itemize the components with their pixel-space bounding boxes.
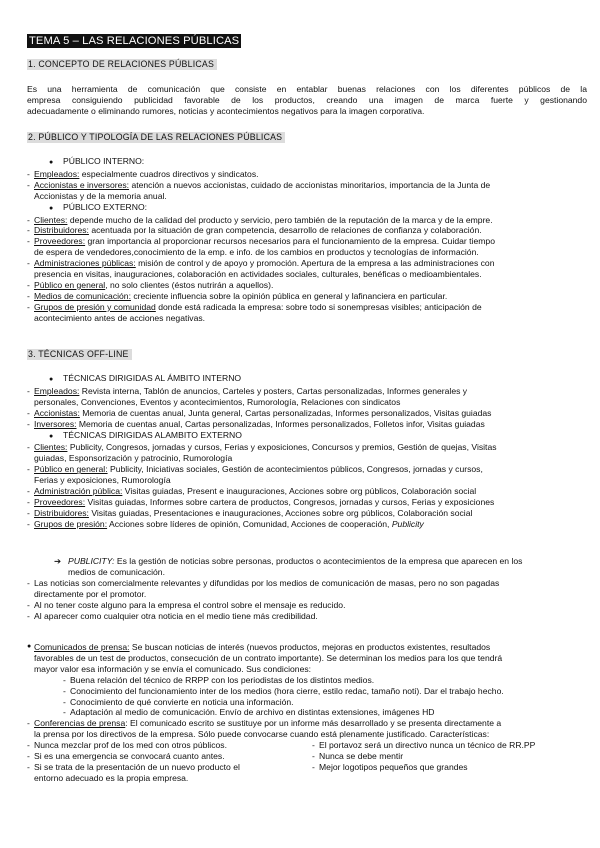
list-item <box>27 508 587 519</box>
bullet-icon: ● <box>49 376 54 383</box>
conferencias-item <box>27 718 587 740</box>
list-item <box>27 386 587 408</box>
section-3-list <box>27 373 587 530</box>
bullet-item <box>27 430 587 443</box>
term: Proveedores: <box>34 236 86 247</box>
list-item <box>27 258 587 280</box>
dash-icon: - <box>27 236 30 247</box>
definition: Es la gestión de noticias sobre personas, productos o acontecimientos de la empresa que aparecen en los <box>114 556 523 566</box>
subheading: PÚBLICO INTERNO: <box>63 156 145 166</box>
dash-icon: - <box>27 168 30 179</box>
definition: Se buscan noticias de interés (nuevos productos, mejoras en productos existentes, resultados <box>129 642 491 652</box>
publicity-block <box>27 556 587 621</box>
characteristic-text: Mejor logotipos pequeños que grandes <box>319 761 468 772</box>
term: Proveedores: <box>34 496 86 507</box>
list-item <box>27 486 587 497</box>
list-item <box>27 236 587 258</box>
dash-icon: - <box>27 258 30 269</box>
document-title: TEMA 5 – LAS RELACIONES PÚBLICAS <box>29 35 240 47</box>
comunicados-item <box>27 642 587 675</box>
definition: especialmente cuadros directivos y sindicatos. <box>79 168 259 179</box>
characteristic-item <box>27 751 302 762</box>
term: PUBLICITY: <box>68 556 115 566</box>
list-item <box>27 280 587 291</box>
section-3-heading: 3. TÉCNICAS OFF-LINE <box>27 349 132 360</box>
dash-icon: - <box>63 685 66 696</box>
list-item <box>27 291 587 302</box>
subheading: TÉCNICAS DIRIGIDAS AL ÁMBITO INTERNO <box>63 373 242 383</box>
definition: Visitas guiadas, Presentaciones e inauguraciones, Acciones sobre org públicos, Colaboración social <box>88 507 473 518</box>
dash-icon: - <box>312 740 315 751</box>
definition: acentuada por la situación de gran competencia, desarrollo de relaciones de confianza y colaboración. <box>88 225 482 236</box>
dash-icon: - <box>27 610 30 621</box>
definition: directamente por el promotor. <box>34 588 147 599</box>
definition: Al aparecer como cualquier otra noticia en el medio tiene más credibilidad. <box>34 610 318 621</box>
characteristics-right <box>302 740 587 784</box>
dash-icon: - <box>63 707 66 718</box>
publicity-item <box>27 556 587 578</box>
dash-icon: - <box>27 279 30 290</box>
term: Clientes: <box>34 214 68 225</box>
list-item <box>27 519 587 530</box>
characteristic-item <box>312 762 587 773</box>
term: Grupos de presión y comunidad <box>34 301 156 312</box>
definition: mayor valor esa información y se envía el comunicado. Sus condiciones: <box>34 663 312 674</box>
dash-icon: - <box>27 718 30 729</box>
definition: Publicity, Congresos, jornadas y cursos, Ferias y exposiciones, Concursos y premios, Gestión de quejas, Visitas <box>67 442 497 453</box>
definition: misión de control y de apoyo y promoción. Apertura de la empresa a las administraciones con <box>135 258 495 269</box>
list-item <box>27 215 587 226</box>
dash-icon: - <box>27 464 30 475</box>
term: Inversores: <box>34 418 77 429</box>
definition-italic: Publicity <box>391 518 424 529</box>
term: Público en general: <box>34 464 108 475</box>
definition: medios de comunicación. <box>68 566 165 577</box>
condition-item <box>27 697 587 708</box>
characteristics-columns <box>27 740 587 784</box>
list-item <box>27 180 587 202</box>
comunicados-block <box>27 642 587 784</box>
paragraph-line: adecuadamente o eliminando rumores, noticias y acontecimientos negativos para la imagen corporativa. <box>27 105 425 116</box>
definition: atención a nuevos accionistas, cuidado de accionistas minoritarios, importancia de la Junta de <box>129 179 491 190</box>
term: Accionistas: <box>34 407 80 418</box>
list-item <box>27 600 587 611</box>
characteristic-text: El portavoz será un directivo nunca un técnico de RR.PP <box>319 740 536 751</box>
definition: la prensa por los directivos de la empresa. Sólo puede convocarse cuando está plenamente justificado. Características: <box>34 729 490 740</box>
arrow-right-icon: ➔ <box>54 556 62 566</box>
condition-text: Conocimiento del funcionamiento inter de los medios (hora cierre, estilo redac, tamaño noti). Dar el trabajo hecho. <box>70 685 504 696</box>
dash-icon: - <box>27 407 30 418</box>
dash-icon: - <box>27 577 30 588</box>
list-item <box>27 419 587 430</box>
dash-icon: - <box>27 290 30 301</box>
characteristic-text: entorno adecuado es la propia empresa. <box>34 772 189 783</box>
condition-item <box>27 686 587 697</box>
definition: depende mucho de la calidad del producto y servicio, pero también de la reputación de la marca y de la empre. <box>67 214 493 225</box>
definition: Accionistas y de la memoria anual. <box>34 190 167 201</box>
term: Empleados: <box>34 168 80 179</box>
definition: : El comunicado escrito se sustituye por un informe más desarrollado y se presenta directamente a <box>125 718 502 729</box>
definition: Visitas guiadas, Informes sobre cartera de productos, Congresos, jornadas y cursos, Ferias y exposiciones <box>85 496 495 507</box>
dash-icon: - <box>312 751 315 762</box>
subheading: TÉCNICAS DIRIGIDAS ALAMBITO EXTERNO <box>63 429 242 440</box>
term: Medios de comunicación: <box>34 290 131 301</box>
characteristic-text: Nunca mezclar prof de los med con otros públicos. <box>34 740 227 751</box>
dash-icon: - <box>27 507 30 518</box>
definition: Ferias y exposiciones, Rumorología <box>34 475 171 486</box>
term: Conferencias de prensa <box>34 718 126 729</box>
paragraph-line: empresa consiguiendo publicidad favorable de los productos, creando una imagen de marca fuerte y gestionando <box>27 94 587 105</box>
bullet-item <box>27 373 587 386</box>
list-item <box>27 408 587 419</box>
list-item <box>27 464 587 486</box>
section-1-paragraph <box>27 84 587 117</box>
dash-icon: - <box>27 418 30 429</box>
dash-icon: - <box>27 761 30 772</box>
definition: personales, Convenciones, Eventos y acontecimientos, Rumorología, Relaciones con sindicatos <box>34 396 401 407</box>
characteristic-item <box>312 740 587 751</box>
dash-icon: - <box>312 761 315 772</box>
bullet-item <box>27 202 587 215</box>
condition-item <box>27 707 587 718</box>
bullet-icon: ● <box>27 643 32 650</box>
definition: Publicity, Iniciativas sociales, Gestión de acontecimientos públicos, Congresos, jornadas y cursos, <box>107 464 483 475</box>
section-1-heading: 1. CONCEPTO DE RELACIONES PÚBLICAS <box>27 59 217 70</box>
dash-icon: - <box>27 599 30 610</box>
dash-icon: - <box>27 442 30 453</box>
dash-icon: - <box>27 496 30 507</box>
term: Clientes: <box>34 442 68 453</box>
condition-text: Conocimiento de qué convierte en noticia una información. <box>70 696 294 707</box>
dash-icon: - <box>27 385 30 396</box>
definition: acontecimiento antes de acciones negativas. <box>34 312 206 323</box>
definition: Visitas guiadas, Present e inauguraciones, Acciones sobre org públicos, Colaboración social <box>122 486 477 497</box>
term: Accionistas e inversores: <box>34 179 130 190</box>
term: Distribuidores: <box>34 507 89 518</box>
list-item <box>27 442 587 464</box>
definition: donde está radicada la empresa: sobre todo si sonempresas visibles; anticipación de <box>155 301 482 312</box>
list-item <box>27 169 587 180</box>
list-item <box>27 611 587 622</box>
dash-icon: - <box>63 696 66 707</box>
definition: Al no tener coste alguno para la empresa el control sobre el mensaje es reducido. <box>34 599 346 610</box>
definition: Memoria de cuentas anual, Junta general, Cartas personalizadas, Informes personalizados, Visitas guiadas <box>79 407 492 418</box>
characteristic-text: Si se trata de la presentación de un nuevo producto el <box>34 761 240 772</box>
dash-icon: - <box>27 518 30 529</box>
bullet-item <box>27 156 587 169</box>
definition: , no solo clientes (éstos nutrirán a aquellos). <box>105 279 274 290</box>
characteristic-item <box>312 751 587 762</box>
term: Administración pública: <box>34 486 123 497</box>
characteristics-left <box>27 740 302 784</box>
section-2-heading: 2. PÚBLICO Y TIPOLOGÍA DE LAS RELACIONES PÚBLICAS <box>27 132 285 143</box>
paragraph-line: Es una herramienta de comunicación que consiste en entablar buenas relaciones con los diferentes públicos de la <box>27 84 587 94</box>
definition: Memoria de cuentas anual, Cartas personalizadas, Informes personalizados, Folletos infor, Visitas guiadas <box>76 418 485 429</box>
bullet-icon: ● <box>49 159 54 166</box>
characteristic-text: Nunca se debe mentir <box>319 751 404 762</box>
section-2-list <box>27 156 587 324</box>
characteristic-text: Si es una emergencia se convocará cuanto antes. <box>34 751 225 762</box>
definition: gran importancia al proporcionar recursos necesarios para el funcionamiento de la empresa. Cuidar tiempo <box>85 236 495 247</box>
list-item <box>27 302 587 324</box>
dash-icon: - <box>27 214 30 225</box>
characteristic-item <box>27 740 302 751</box>
definition: favorables de un test de productos, consecución de un contrato importante). Se determinan los medios para los que tendrá <box>34 652 503 663</box>
term: Distribuidores: <box>34 225 89 236</box>
term: Administraciones públicas: <box>34 258 136 269</box>
definition: presencia en visitas, inauguraciones, colaboración en actividades sociales, culturales, benéficas o medioambientales. <box>34 269 482 280</box>
dash-icon: - <box>27 740 30 751</box>
definition: de espera de vendedores,conocimiento de la emp. e info. de los cambios en productos y tecnologías de información. <box>34 247 479 258</box>
condition-item <box>27 675 587 686</box>
definition: creciente influencia sobre la opinión pública en general y lafinanciera en particular. <box>130 290 448 301</box>
dash-icon: - <box>27 225 30 236</box>
condition-text: Adaptación al medio de comunicación. Envío de archivo en distintas extensiones, imágenes HD <box>70 707 435 718</box>
definition: Acciones sobre líderes de opinión, Comunidad, Acciones de cooperación, <box>107 518 392 529</box>
dash-icon: - <box>27 751 30 762</box>
dash-icon: - <box>27 486 30 497</box>
list-item <box>27 497 587 508</box>
dash-icon: - <box>27 301 30 312</box>
term: Público en general <box>34 279 106 290</box>
bullet-icon: ● <box>49 204 54 212</box>
term: Empleados: <box>34 385 80 396</box>
definition: Las noticias son comercialmente relevantes y difundidas por los medios de comunicación de masas, pero no son pagadas <box>34 577 500 588</box>
dash-icon: - <box>27 179 30 190</box>
bullet-icon: ● <box>49 432 54 440</box>
condition-text: Buena relación del técnico de RRPP con los periodistas de los distintos medios. <box>70 674 375 685</box>
term: Comunicados de prensa: <box>34 642 130 652</box>
characteristic-item <box>27 762 302 784</box>
definition: guiadas, Esponsorización y patrocinio, Rumorología <box>34 453 233 464</box>
list-item <box>27 578 587 600</box>
subheading: PÚBLICO EXTERNO: <box>63 201 148 212</box>
term: Grupos de presión: <box>34 518 108 529</box>
dash-icon: - <box>63 674 66 685</box>
definition: Revista interna, Tablón de anuncios, Carteles y posters, Cartas personalizadas, Informes generales y <box>79 385 468 396</box>
list-item <box>27 225 587 236</box>
